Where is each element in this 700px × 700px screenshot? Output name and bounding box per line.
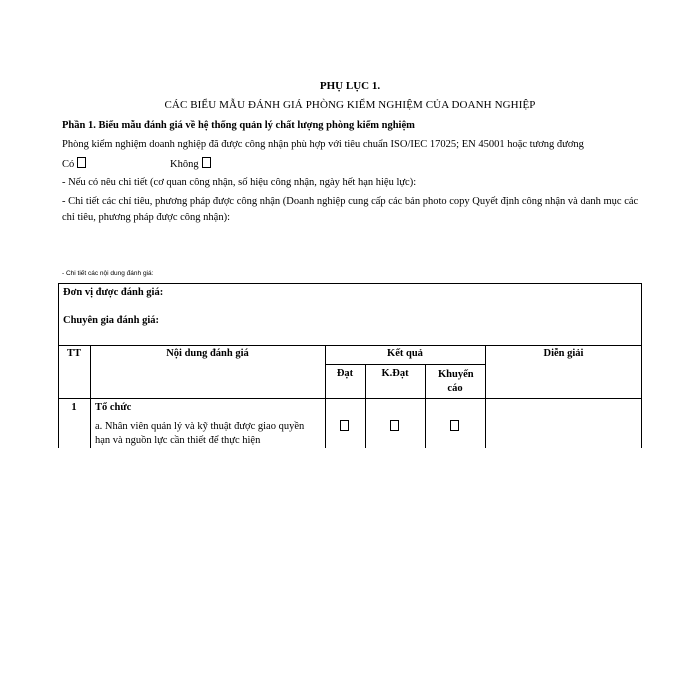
col-result-header: Kết quả	[387, 348, 423, 359]
evaluation-table	[58, 283, 642, 448]
part1-heading: Phần 1. Biểu mẫu đánh giá về hệ thống quản lý chất lượng phòng kiểm nghiệm	[62, 120, 415, 131]
fail-checkbox[interactable]	[390, 420, 399, 431]
yes-label: Có	[62, 159, 75, 170]
col-content-header: Nội dung đánh giá	[166, 348, 249, 359]
col-tt-header: TT	[66, 348, 81, 359]
detail-methods: - Chi tiết các chỉ tiêu, phương pháp được công nhận (Doanh nghiệp cung cấp các bản photo copy Quyết định công nhận và danh mục các chỉ tiêu, phương pháp được công nhận):	[62, 196, 639, 223]
no-option	[170, 157, 211, 170]
no-label: Không	[170, 159, 199, 170]
appendix-title: PHỤ LỤC 1.	[319, 80, 381, 92]
yes-option	[62, 157, 86, 170]
sub-fail-header: K.Đạt	[381, 368, 409, 379]
row-tt: 1	[71, 402, 77, 413]
yes-checkbox[interactable]	[77, 157, 86, 168]
no-checkbox[interactable]	[202, 157, 211, 168]
sub-recommend-header: Khuyến cáo	[438, 369, 474, 394]
certification-statement: Phòng kiểm nghiệm doanh nghiệp đã được công nhận phù hợp với tiêu chuẩn ISO/IEC 17025; EN 45001 hoặc tương đương	[62, 139, 584, 150]
row-section: Tổ chức	[95, 402, 132, 413]
expert-label: Chuyên gia đánh giá:	[63, 315, 159, 326]
appendix-subtitle: CÁC BIỂU MẪU ĐÁNH GIÁ PHÒNG KIỂM NGHIỆM CỦA DOANH NGHIỆP	[164, 99, 536, 111]
recommend-checkbox[interactable]	[450, 420, 459, 431]
unit-label: Đơn vị được đánh giá:	[63, 287, 164, 298]
detail-if-yes: - Nếu có nêu chi tiết (cơ quan công nhận, số hiệu công nhận, ngày hết hạn hiệu lực):	[62, 177, 417, 188]
detail-contents-label: - Chi tiết các nội dung đánh giá:	[62, 270, 154, 277]
row-item: a. Nhân viên quản lý và kỹ thuật được giao quyền hạn và nguồn lực cần thiết để thực hiện	[95, 421, 305, 446]
pass-checkbox[interactable]	[340, 420, 349, 431]
sub-pass-header: Đạt	[336, 368, 354, 379]
col-explain-header: Diễn giải	[543, 348, 584, 359]
